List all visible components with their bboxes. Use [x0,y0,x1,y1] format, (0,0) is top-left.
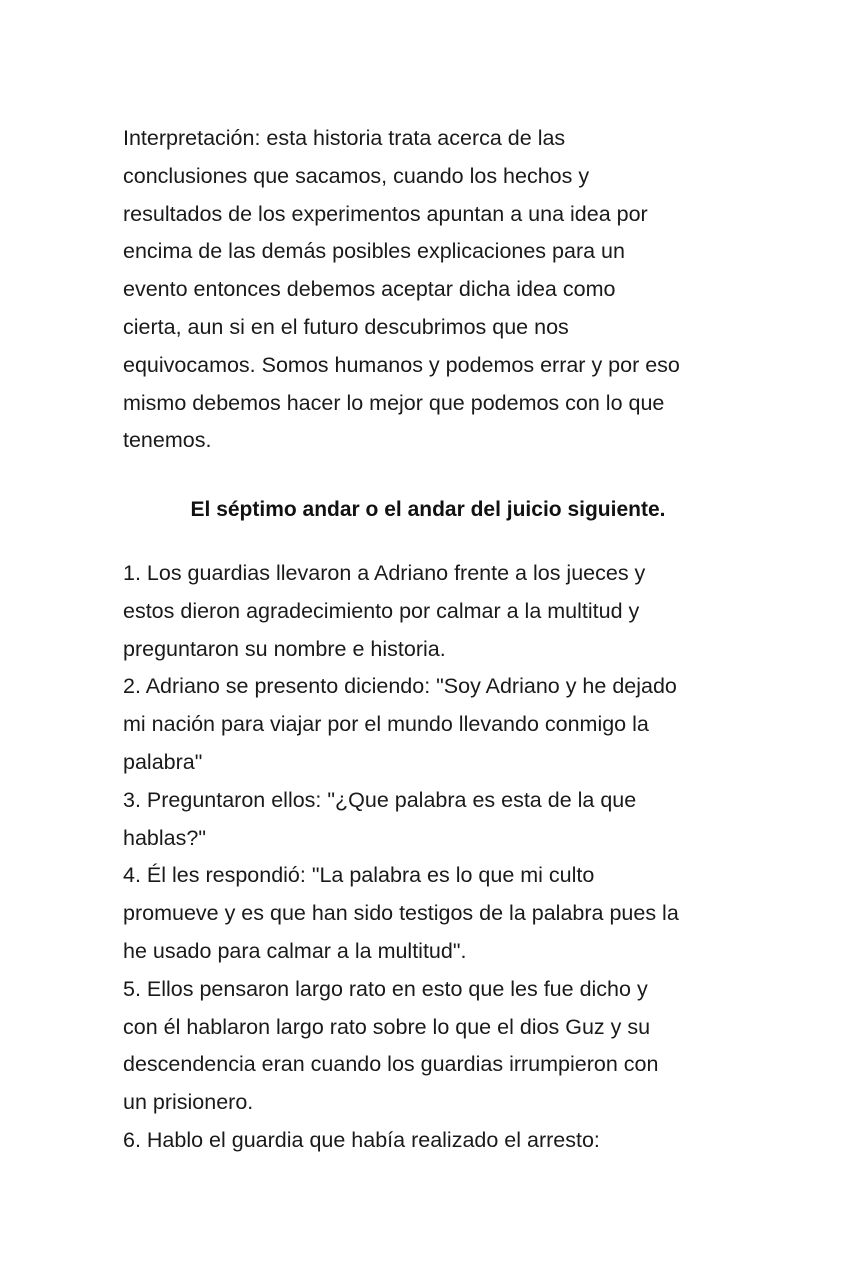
paragraph-line: Interpretación: esta historia trata acerca de las [123,126,566,150]
verse-line: 5. Ellos pensaron largo rato en esto que les fue dicho y [123,976,648,1001]
numbered-verses [123,555,743,1160]
verse-line: un prisionero. [123,1090,254,1115]
paragraph-line: mismo debemos hacer lo mejor que podemos con lo que [123,390,665,415]
verse-line: 4. Él les respondió: "La palabra es lo que mi culto [123,863,595,888]
verse-line: promueve y es que han sido testigos de la palabra pues la [123,901,679,926]
interpretation-paragraph [123,120,743,460]
verse-line: 2. Adriano se presento diciendo: "Soy Adriano y he dejado [123,674,677,699]
paragraph-line: cierta, aun si en el futuro descubrimos que nos [123,314,569,339]
verse-line: 1. Los guardias llevaron a Adriano frente a los jueces y [123,561,646,585]
verse-line: hablas?" [123,825,206,850]
paragraph-line: resultados de los experimentos apuntan a una idea por [123,201,648,226]
verse-line: he usado para calmar a la multitud". [123,938,467,963]
section-heading: El séptimo andar o el andar del juicio siguiente. [190,498,666,521]
paragraph-line: evento entonces debemos aceptar dicha idea como [123,277,616,302]
verse-line: con él hablaron largo rato sobre lo que el dios Guz y su [123,1014,651,1039]
verse-line: descendencia eran cuando los guardias irrumpieron con [123,1052,659,1077]
verse-line: palabra" [123,749,203,774]
verse-line: estos dieron agradecimiento por calmar a la multitud y [123,598,640,623]
paragraph-line: conclusiones que sacamos, cuando los hechos y [123,163,590,188]
verse-line: 3. Preguntaron ellos: "¿Que palabra es esta de la que [123,787,637,812]
verse-line: mi nación para viajar por el mundo llevando conmigo la [123,712,649,737]
verse-line: 6. Hablo el guardia que había realizado el arresto: [123,1127,600,1152]
verse-line: preguntaron su nombre e historia. [123,636,446,661]
paragraph-line: tenemos. [123,428,212,453]
paragraph-line: equivocamos. Somos humanos y podemos errar y por eso [123,352,680,377]
paragraph-line: encima de las demás posibles explicaciones para un [123,239,625,264]
